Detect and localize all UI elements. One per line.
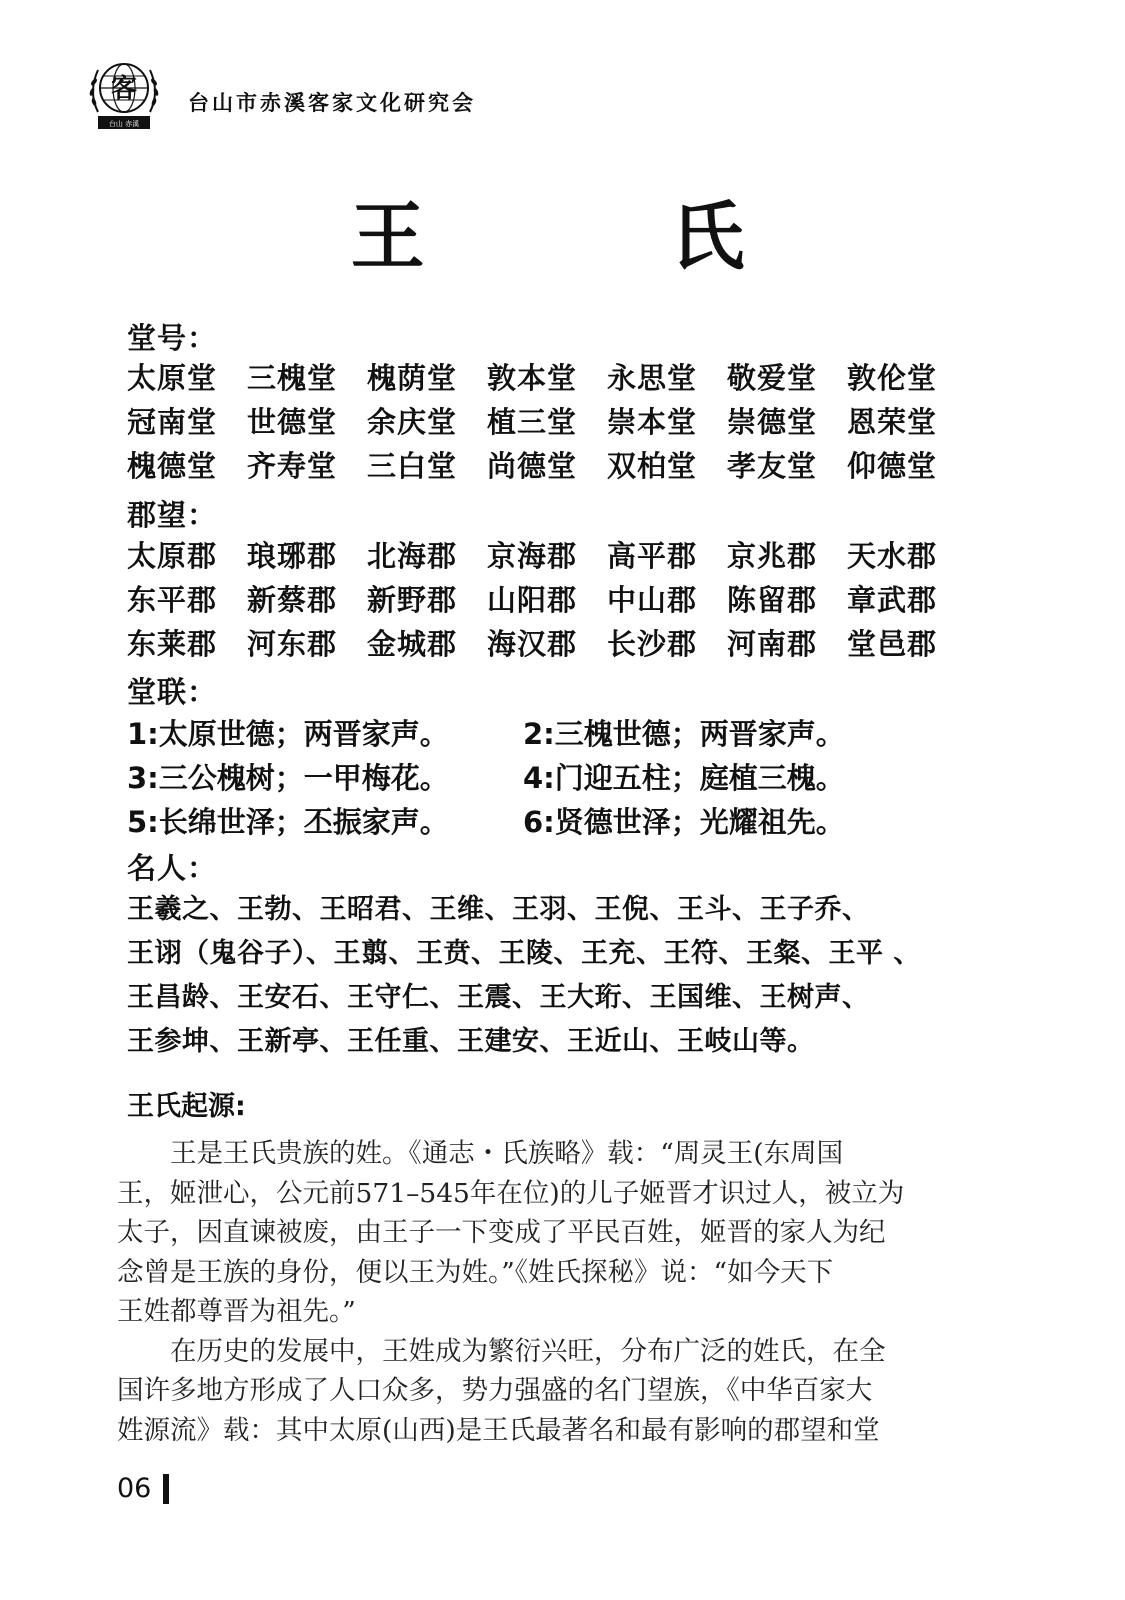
couplet: 2:三槐世德；两晋家声。	[523, 717, 845, 751]
commandery: 长沙郡	[607, 627, 698, 661]
hall-name: 崇本堂	[607, 405, 698, 439]
origin-line: 在历史的发展中，王姓成为繁衍兴旺，分布广泛的姓氏，在全	[117, 1335, 886, 1367]
origin-line: 王是王氏贵族的姓。《通志・氏族略》载：“周灵王(东周国	[117, 1138, 844, 1169]
couplet: 1:太原世德；两晋家声。	[127, 717, 449, 751]
people-line: 王参坤、王新亭、王任重、王建安、王近山、王岐山等。	[127, 1026, 815, 1057]
commandery: 京海郡	[487, 539, 578, 573]
hall-names-label: 堂号：	[127, 321, 218, 355]
hall-name: 冠南堂	[127, 405, 218, 439]
commandery: 金城郡	[367, 627, 458, 661]
origin-line: 王姓都尊晋为祖先。”	[117, 1296, 356, 1327]
hall-name: 仰德堂	[847, 449, 938, 483]
couplet: 4:门迎五柱；庭植三槐。	[523, 761, 845, 795]
origin-line: 王，姬泄心，公元前571–545年在位)的儿子姬晋才识过人，被立为	[117, 1177, 905, 1209]
hall-name: 槐荫堂	[367, 361, 458, 395]
couplets-label: 堂联：	[127, 675, 218, 709]
hall-name: 崇德堂	[727, 405, 818, 439]
logo-character: 客	[110, 74, 138, 104]
commandery: 堂邑郡	[847, 627, 938, 661]
commandery: 陈留郡	[727, 583, 818, 617]
hall-name: 太原堂	[127, 361, 218, 395]
hall-name: 槐德堂	[127, 449, 218, 483]
commandery: 北海郡	[367, 539, 458, 573]
commandery: 中山郡	[607, 583, 698, 617]
couplet: 5:长绵世泽；丕振家声。	[127, 805, 449, 839]
organization-name: 台山市赤溪客家文化研究会	[188, 90, 476, 115]
people-line: 王昌龄、王安石、王守仁、王震、王大珩、王国维、王树声、	[127, 982, 870, 1013]
hall-name: 尚德堂	[487, 449, 578, 483]
page-number: 06	[117, 1473, 152, 1504]
commandery: 太原郡	[127, 539, 218, 573]
commandery: 京兆郡	[727, 539, 818, 573]
origin-line: 国许多地方形成了人口众多，势力强盛的名门望族，《中华百家大	[117, 1375, 873, 1406]
couplets-list	[127, 712, 1007, 844]
origin-line: 太子，因直谏被废，由王子一下变成了平民百姓，姬晋的家人为纪	[117, 1217, 886, 1248]
famous-people-list	[127, 888, 997, 1064]
commandery: 新野郡	[367, 583, 458, 617]
commandery: 章武郡	[847, 583, 938, 617]
hall-name: 世德堂	[247, 405, 338, 439]
people-line: 王诩（鬼谷子）、王翦、王贲、王陵、王充、王符、王粲、王平 、	[127, 938, 921, 969]
commanderies-label: 郡望：	[127, 498, 218, 532]
hall-names-grid	[127, 356, 1007, 488]
hall-name: 永思堂	[607, 361, 698, 395]
hall-name: 三槐堂	[247, 361, 338, 395]
commanderies-grid	[127, 534, 1007, 666]
couplet: 6:贤德世泽；光耀祖先。	[523, 805, 845, 839]
hall-name: 恩荣堂	[847, 405, 938, 439]
page-header	[84, 52, 476, 134]
commandery: 东平郡	[127, 583, 218, 617]
association-logo-icon	[84, 52, 164, 134]
commandery: 河东郡	[247, 627, 338, 661]
hall-name: 余庆堂	[367, 405, 458, 439]
commandery: 河南郡	[727, 627, 818, 661]
commandery: 琅琊郡	[247, 539, 338, 573]
commandery: 天水郡	[847, 539, 938, 573]
hall-name: 双柏堂	[607, 449, 698, 483]
logo-ribbon-text: 台山 赤溪	[108, 120, 140, 128]
origin-label: 王氏起源:	[127, 1091, 246, 1122]
origin-line: 姓源流》载：其中太原(山西)是王氏最著名和最有影响的郡望和堂	[117, 1414, 880, 1446]
origin-line: 念曾是王族的身份，便以王为姓。”《姓氏探秘》说：“如今天下	[117, 1256, 834, 1288]
people-line: 王羲之、王勃、王昭君、王维、王羽、王倪、王斗、王子乔、	[127, 894, 870, 925]
hall-name: 敦本堂	[487, 361, 578, 395]
hall-name: 敦伦堂	[847, 361, 938, 395]
hall-name: 孝友堂	[727, 449, 818, 483]
commandery: 高平郡	[607, 539, 698, 573]
commandery: 东莱郡	[127, 627, 218, 661]
hall-name: 植三堂	[487, 405, 578, 439]
page-title: 王 氏	[350, 194, 855, 280]
hall-name: 敬爱堂	[727, 361, 818, 395]
famous-people-label: 名人：	[127, 851, 218, 885]
commandery: 山阳郡	[487, 583, 578, 617]
hall-name: 齐寿堂	[247, 449, 338, 483]
couplet: 3:三公槐树；一甲梅花。	[127, 761, 449, 795]
commandery: 海汉郡	[487, 627, 578, 661]
commandery: 新蔡郡	[247, 583, 338, 617]
hall-name: 三白堂	[367, 449, 458, 483]
page-number-bar	[163, 1474, 169, 1504]
origin-text	[117, 1134, 987, 1450]
